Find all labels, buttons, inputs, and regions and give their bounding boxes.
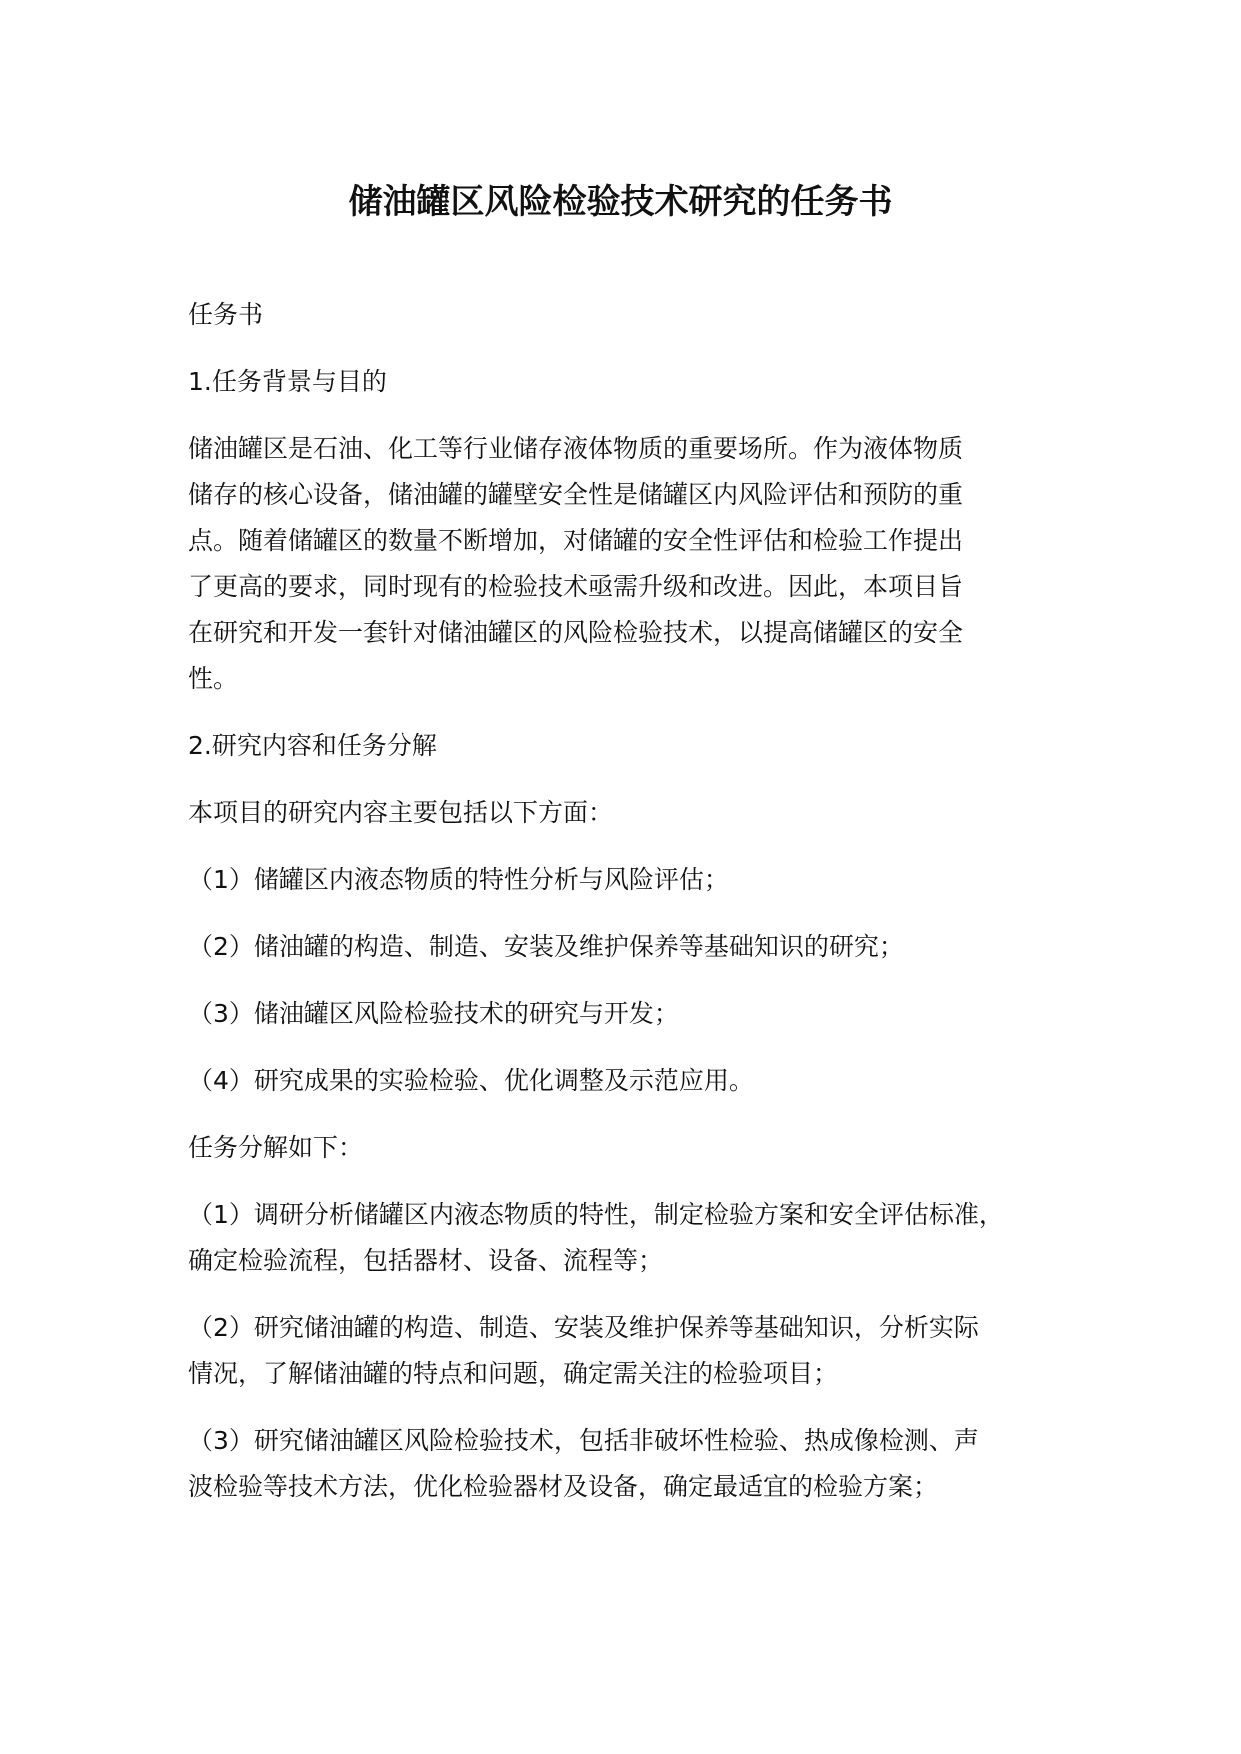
section1-paragraph <box>188 426 1088 702</box>
paragraph-line: （3）研究储油罐区风险检验技术，包括非破坏性检验、热成像检测、声 <box>188 1426 979 1455</box>
document-title: 储油罐区风险检验技术研究的任务书 <box>348 182 893 222</box>
content-item-4: （4）研究成果的实验检验、优化调整及示范应用。 <box>188 1066 754 1095</box>
paragraph-line: 储油罐区是石油、化工等行业储存液体物质的重要场所。作为液体物质 <box>188 434 964 463</box>
document-body <box>188 292 1088 1531</box>
section2-intro: 本项目的研究内容主要包括以下方面： <box>188 798 614 827</box>
paragraph-line: （2）研究储油罐的构造、制造、安装及维护保养等基础知识，分析实际 <box>188 1313 979 1342</box>
paragraph-line: 确定检验流程，包括器材、设备、流程等； <box>188 1246 664 1275</box>
section1-heading: 1.任务背景与目的 <box>188 367 387 396</box>
paragraph-line: 点。随着储罐区的数量不断增加，对储罐的安全性评估和检验工作提出 <box>188 526 964 555</box>
paragraph-line: 储存的核心设备，储油罐的罐壁安全性是储罐区内风险评估和预防的重 <box>188 480 964 509</box>
content-item-3: （3）储油罐区风险检验技术的研究与开发； <box>188 999 679 1028</box>
taskbook-heading: 任务书 <box>188 300 264 329</box>
breakdown-item-2 <box>188 1305 1088 1397</box>
content-item-2: （2）储油罐的构造、制造、安装及维护保养等基础知识的研究； <box>188 932 904 961</box>
paragraph-line: （1）调研分析储罐区内液态物质的特性，制定检验方案和安全评估标准， <box>188 1200 1004 1229</box>
paragraph-line: 性。 <box>188 664 239 693</box>
breakdown-item-3 <box>188 1418 1088 1510</box>
paragraph-line: 了更高的要求，同时现有的检验技术亟需升级和改进。因此，本项目旨 <box>188 572 964 601</box>
breakdown-item-1 <box>188 1192 1088 1284</box>
section2-heading: 2.研究内容和任务分解 <box>188 731 437 760</box>
breakdown-intro: 任务分解如下： <box>188 1133 364 1162</box>
paragraph-line: 在研究和开发一套针对储油罐区的风险检验技术，以提高储罐区的安全 <box>188 618 964 647</box>
paragraph-line: 波检验等技术方法，优化检验器材及设备，确定最适宜的检验方案； <box>188 1472 939 1501</box>
paragraph-line: 情况，了解储油罐的特点和问题，确定需关注的检验项目； <box>188 1359 839 1388</box>
content-item-1: （1）储罐区内液态物质的特性分析与风险评估； <box>188 865 729 894</box>
